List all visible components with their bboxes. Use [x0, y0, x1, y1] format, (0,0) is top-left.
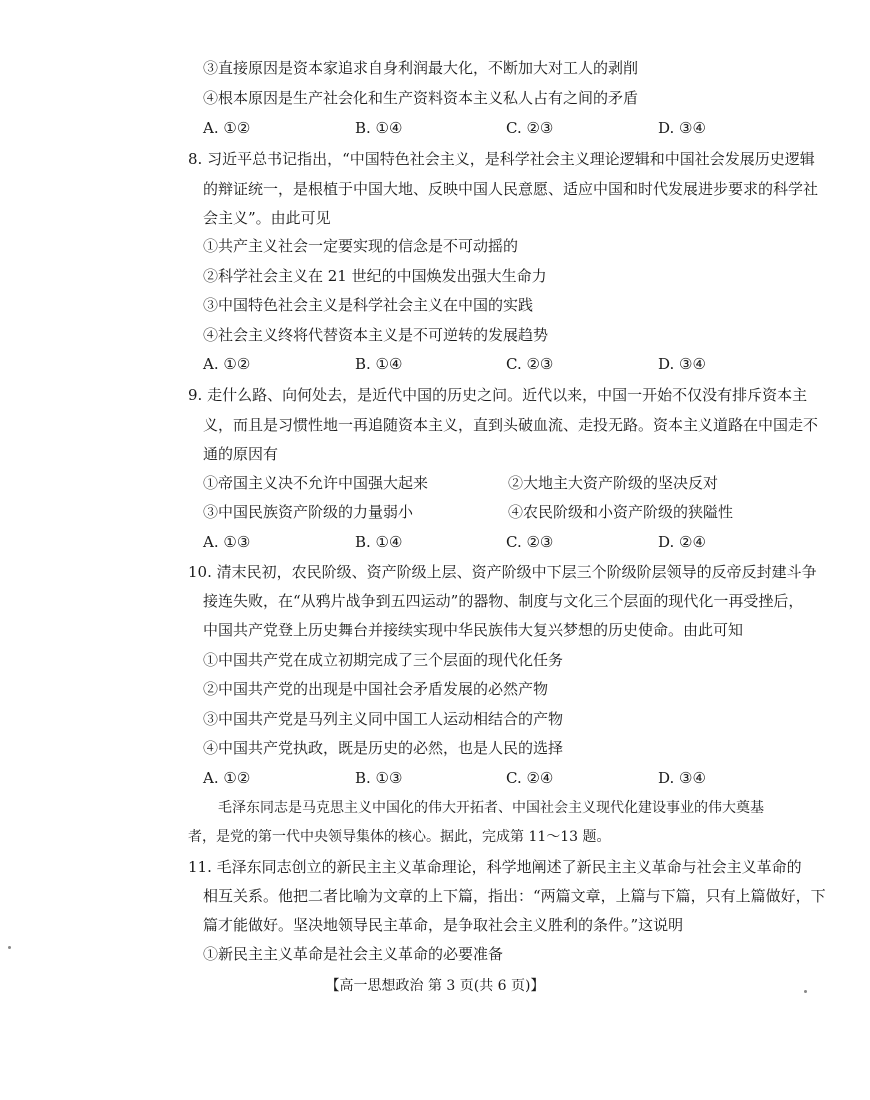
- q10-option-b: B. ①③: [355, 769, 403, 787]
- material-line-1: 毛泽东同志是马克思主义中国化的伟大开拓者、中国社会主义现代化建设事业的伟大奠基: [218, 800, 764, 816]
- q10-statement-1: ①中国共产党在成立初期完成了三个层面的现代化任务: [203, 651, 564, 669]
- q9-option-d: D. ②④: [658, 533, 706, 551]
- q10-statement-2: ②中国共产党的出现是中国社会矛盾发展的必然产物: [203, 680, 549, 698]
- q7-statement-3: ③直接原因是资本家追求自身利润最大化，不断加大对工人的剥削: [203, 59, 639, 77]
- q7-option-d: D. ③④: [658, 119, 706, 137]
- q11-statement-1: ①新民主主义革命是社会主义革命的必要准备: [203, 945, 504, 963]
- q9-statement-2: ②大地主大资产阶级的坚决反对: [508, 474, 719, 492]
- q9-statement-4: ④农民阶级和小资产阶级的狭隘性: [508, 503, 734, 521]
- q9-option-a: A. ①③: [203, 533, 251, 551]
- q10-stem-line-1: 10. 清末民初，农民阶级、资产阶级上层、资产阶级中下层三个阶级阶层领导的反帝反封建斗争: [188, 563, 817, 581]
- q8-options: [203, 354, 803, 374]
- q9-statements-row-2: [203, 502, 803, 522]
- q10-option-c: C. ②④: [506, 769, 554, 787]
- q8-stem-line-3: 会主义”。由此可见: [203, 209, 331, 227]
- page-footer: 【高一思想政治 第 3 页(共 6 页)】: [325, 978, 545, 994]
- scan-speck: [804, 990, 807, 993]
- q10-options: [203, 768, 803, 788]
- q9-option-b: B. ①④: [355, 533, 403, 551]
- q9-stem-line-2: 义，而且是习惯性地一再追随资本主义，直到头破血流、走投无路。资本主义道路在中国走不: [203, 416, 819, 434]
- q7-option-b: B. ①④: [355, 119, 403, 137]
- q8-statement-3: ③中国特色社会主义是科学社会主义在中国的实践: [203, 296, 534, 314]
- q8-option-b: B. ①④: [355, 355, 403, 373]
- q9-options: [203, 532, 803, 552]
- scan-speck: [8, 946, 11, 949]
- q8-statement-4: ④社会主义终将代替资本主义是不可逆转的发展趋势: [203, 326, 549, 344]
- q7-option-a: A. ①②: [203, 119, 251, 137]
- q8-statement-2: ②科学社会主义在 21 世纪的中国焕发出强大生命力: [203, 267, 547, 285]
- q8-statement-1: ①共产主义社会一定要实现的信念是不可动摇的: [203, 237, 519, 255]
- q8-stem-line-2: 的辩证统一，是根植于中国大地、反映中国人民意愿、适应中国和时代发展进步要求的科学社: [203, 180, 819, 198]
- q7-statement-4: ④根本原因是生产社会化和生产资料资本主义私人占有之间的矛盾: [203, 89, 639, 107]
- q10-statement-4: ④中国共产党执政，既是历史的必然，也是人民的选择: [203, 739, 564, 757]
- q8-option-d: D. ③④: [658, 355, 706, 373]
- q9-stem-line-1: 9. 走什么路、向何处去，是近代中国的历史之问。近代以来，中国一开始不仅没有排斥资本主: [188, 386, 808, 404]
- q9-statements-row-1: [203, 473, 803, 493]
- q8-option-a: A. ①②: [203, 355, 251, 373]
- q7-options: [203, 118, 803, 138]
- q8-option-c: C. ②③: [506, 355, 554, 373]
- q10-option-a: A. ①②: [203, 769, 251, 787]
- q9-option-c: C. ②③: [506, 533, 554, 551]
- material-line-2: 者，是党的第一代中央领导集体的核心。据此，完成第 11～13 题。: [188, 829, 611, 845]
- q10-stem-line-3: 中国共产党登上历史舞台并接续实现中华民族伟大复兴梦想的历史使命。由此可知: [203, 621, 744, 639]
- q10-statement-3: ③中国共产党是马列主义同中国工人运动相结合的产物: [203, 710, 564, 728]
- q11-stem-line-3: 篇才能做好。坚决地领导民主革命，是争取社会主义胜利的条件。”这说明: [203, 916, 684, 934]
- q9-statement-1: ①帝国主义决不允许中国强大起来: [203, 474, 429, 492]
- q8-stem-line-1: 8. 习近平总书记指出，“中国特色社会主义，是科学社会主义理论逻辑和中国社会发展历史逻辑: [188, 150, 815, 168]
- q9-stem-line-3: 通的原因有: [203, 445, 279, 463]
- q10-option-d: D. ③④: [658, 769, 706, 787]
- q9-statement-3: ③中国民族资产阶级的力量弱小: [203, 503, 414, 521]
- q7-option-c: C. ②③: [506, 119, 554, 137]
- q10-stem-line-2: 接连失败，在“从鸦片战争到五四运动”的器物、制度与文化三个层面的现代化一再受挫后，: [203, 592, 804, 610]
- q11-stem-line-1: 11. 毛泽东同志创立的新民主主义革命理论，科学地阐述了新民主主义革命与社会主义革命的: [188, 858, 802, 876]
- q11-stem-line-2: 相互关系。他把二者比喻为文章的上下篇，指出：“两篇文章，上篇与下篇，只有上篇做好，下: [203, 887, 826, 905]
